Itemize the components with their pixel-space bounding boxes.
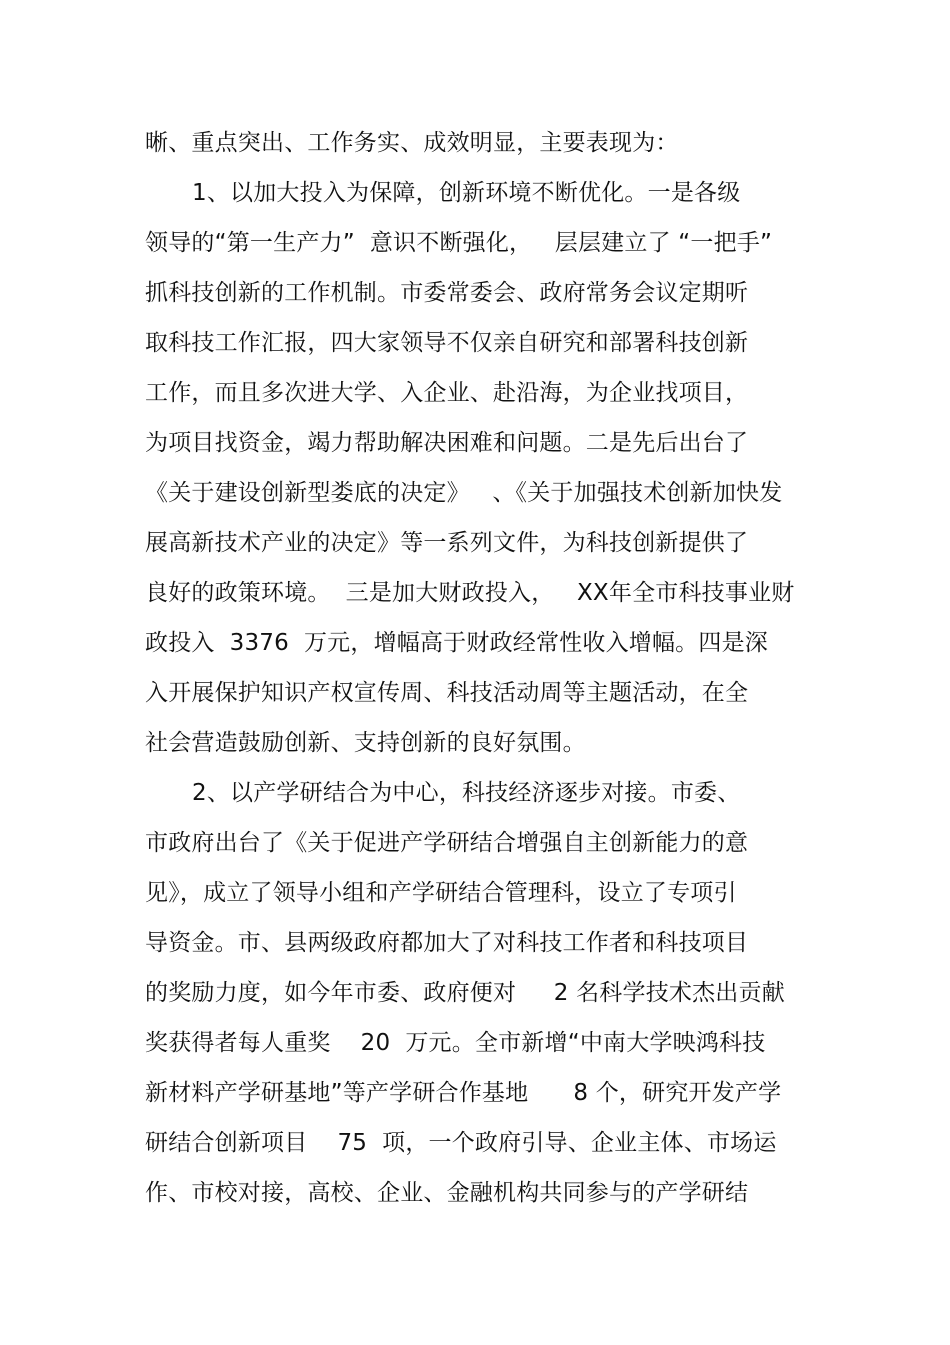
text-line: 抓科技创新的工作机制。市委常委会、政府常务会议定期听 [145, 280, 749, 306]
text-line: 社会营造鼓励创新、支持创新的良好氛围。 [145, 730, 586, 756]
text-line: 入开展保护知识产权宣传周、科技活动周等主题活动，在全 [145, 680, 749, 706]
text-line: 奖获得者每人重奖 20 万元。全市新增“中南大学映鸿科技 [145, 1030, 766, 1056]
paragraph-1-first-line: 1、以加大投入为保障，创新环境不断优化。一是各级 [192, 180, 741, 206]
text-line: 见》，成立了领导小组和产学研结合管理科，设立了专项引 [145, 880, 737, 906]
text-line: 《关于建设创新型娄底的决定》 、《关于加强技术创新加快发 [145, 480, 783, 506]
paragraph-2-first-line: 2、以产学研结合为中心，科技经济逐步对接。市委、 [192, 780, 741, 806]
text-line: 研结合创新项目 75 项，一个政府引导、企业主体、市场运 [145, 1130, 777, 1156]
text-line: 新材料产学研基地”等产学研合作基地 8 个，研究开发产学 [145, 1080, 782, 1106]
text-line: 导资金。市、县两级政府都加大了对科技工作者和科技项目 [145, 930, 749, 956]
text-line: 的奖励力度，如今年市委、政府便对 2 名科学技术杰出贡献 [145, 980, 785, 1006]
text-line: 晰、重点突出、工作务实、成效明显，主要表现为： [145, 130, 679, 156]
text-line: 工作，而且多次进大学、入企业、赴沿海，为企业找项目， [145, 380, 749, 406]
text-line: 取科技工作汇报，四大家领导不仅亲自研究和部署科技创新 [145, 330, 749, 356]
text-line: 领导的“第一生产力” 意识不断强化， 层层建立了 “一把手” [145, 230, 773, 256]
text-line: 作、市校对接，高校、企业、金融机构共同参与的产学研结 [145, 1180, 749, 1206]
text-line: 市政府出台了《关于促进产学研结合增强自主创新能力的意 [145, 830, 749, 856]
text-line: 良好的政策环境。 三是加大财政投入， XX年全市科技事业财 [145, 580, 795, 606]
text-line: 政投入 3376 万元，增幅高于财政经常性收入增幅。四是深 [145, 630, 768, 656]
text-line: 为项目找资金，竭力帮助解决困难和问题。二是先后出台了 [145, 430, 749, 456]
text-line: 展高新技术产业的决定》等一系列文件，为科技创新提供了 [145, 530, 749, 556]
